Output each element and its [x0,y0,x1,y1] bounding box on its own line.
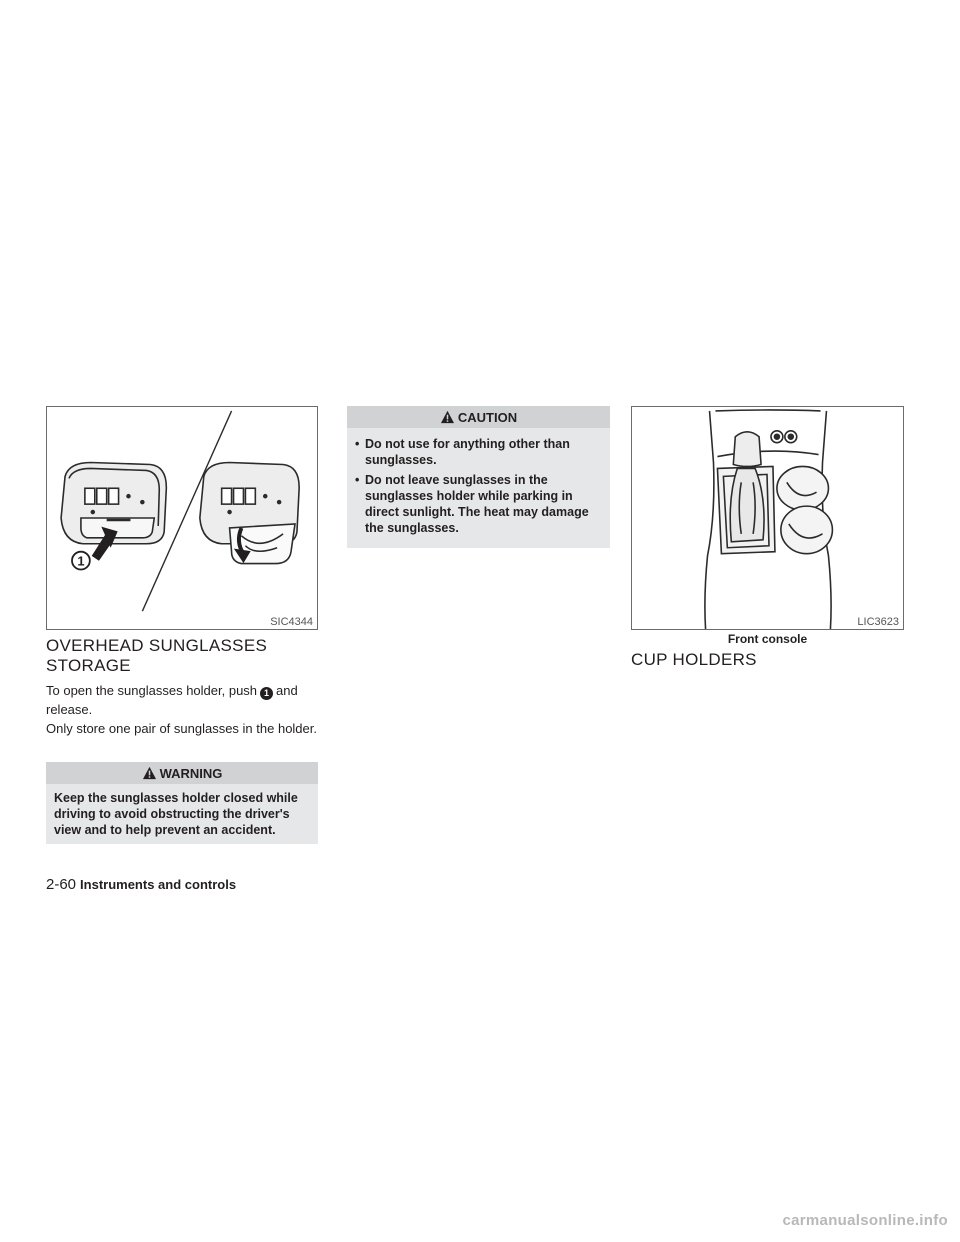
warning-header [46,762,318,784]
paragraph-open-holder [46,681,318,719]
para1-before: To open the sunglasses holder, push [46,683,258,698]
bullet-mark: • [355,437,360,451]
caution-item-text: Do not leave sunglasses in the sunglasses holder while parking in direct sunlight. The heat may damage the sunglasses. [365,473,589,535]
front-console-figure [631,406,904,630]
caution-box [347,406,610,548]
sunglasses-holder-figure [46,406,318,630]
para1-after: and release. [46,683,298,717]
figure-caption-front-console: Front console [727,632,808,646]
front-console-illustration [632,407,903,629]
heading-line-2: STORAGE [46,656,131,675]
section-heading-cup-holders: CUP HOLDERS [631,650,757,669]
page-footer [46,876,236,893]
caution-header [347,406,610,428]
bullet-mark: • [355,473,360,487]
warning-triangle-icon [142,766,157,780]
caution-item-text: Do not use for anything other than sunglasses. [365,437,570,467]
caution-triangle-icon [440,410,455,424]
caution-item [355,472,604,536]
warning-text: Keep the sunglasses holder closed while driving to avoid obstructing the driver's view and to help prevent an accident. [46,784,318,844]
warning-title: WARNING [159,765,223,781]
section-title: Instruments and controls [80,877,237,892]
inline-callout-label: 1 [264,688,270,698]
caution-title: CAUTION [457,409,518,425]
page-number: 2-60 [46,876,77,893]
callout-1-label: 1 [77,553,85,569]
watermark-link[interactable]: carmanualsonline.info [782,1212,948,1229]
section-heading-sunglasses [46,636,318,676]
heading-line-1: OVERHEAD SUNGLASSES [46,636,268,655]
callout-1-icon [72,552,90,570]
figure-id: SIC4344 [270,616,313,628]
caution-item [355,436,604,468]
warning-box [46,762,318,844]
figure-id: LIC3623 [857,616,899,628]
paragraph-store-one-pair: Only store one pair of sunglasses in the holder. [46,721,317,736]
sunglasses-holder-illustration [47,407,317,629]
callout-1-inline-icon [260,687,273,700]
caution-list [347,428,610,548]
